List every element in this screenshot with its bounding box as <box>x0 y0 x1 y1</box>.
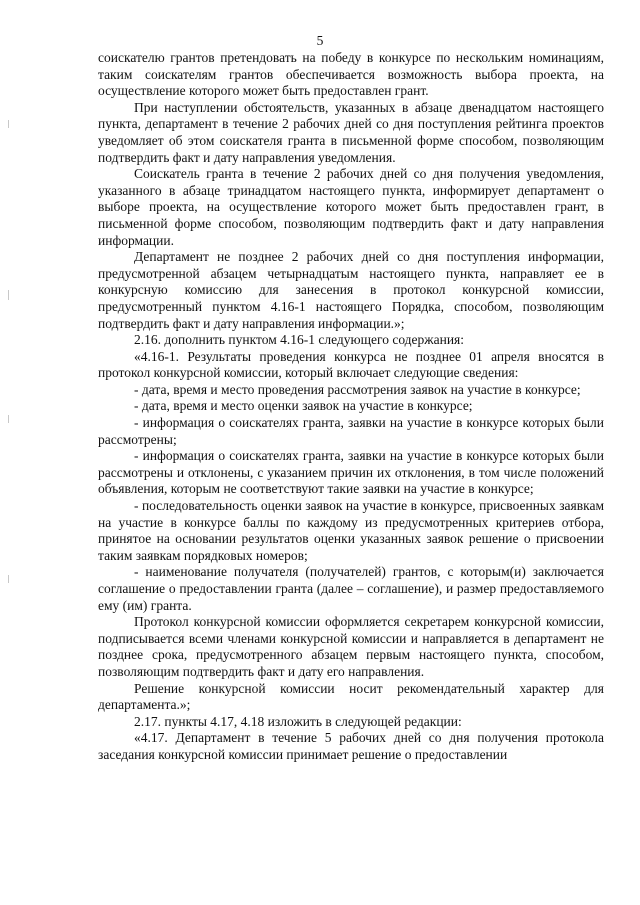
list-item-rejected-applicants: - информация о соискателях гранта, заявки на участие в конкурсе которых были рассмотрены и отклонены, с указанием причин их отклонения, в том числе положений объявления, которым не соответствуют такие заявки на участие в конкурсе; <box>98 448 604 497</box>
paragraph-amendment-2-16: 2.16. дополнить пунктом 4.16-1 следующего содержания: <box>134 332 465 348</box>
paragraph-department-forward: Департамент не позднее 2 рабочих дней со дня поступления информации, предусмотренной абзацем четырнадцатым настоящего пункта, направляет ее в конкурсную комиссию для занесения в протокол конкурсной комиссии, предусмотренный пунктом 4.16-1 настоящего Порядка, способом, позволяющим подтвердить факт и дату направления информации.»; <box>98 249 604 331</box>
list-item-review-date: - дата, время и место проведения рассмотрения заявок на участие в конкурсе; <box>134 381 581 397</box>
paragraph-recommendation: Решение конкурсной комиссии носит рекомендательный характер для департамента.»; <box>98 680 604 713</box>
scan-margin-mark <box>8 120 9 128</box>
list-item-grant-recipients: - наименование получателя (получателей) грантов, с которым(и) заключается соглашение о предоставлении гранта (далее – соглашение), и размер предоставляемого ему (им) гранта. <box>98 564 604 613</box>
list-item-evaluation-sequence: - последовательность оценки заявок на участие в конкурсе, присвоенных заявкам на участие в конкурсе баллы по каждому из предусмотренных критериев отбора, принятое на основании результатов оценки указанных заявок решение о присвоении таким заявкам порядковых номеров; <box>98 498 604 563</box>
scan-margin-mark <box>8 290 9 300</box>
paragraph-item-4-17: «4.17. Департамент в течение 5 рабочих дней со дня получения протокола заседания конкурсной комиссии принимает решение о предоставлении <box>98 730 604 762</box>
paragraph-applicant-choice: Соискатель гранта в течение 2 рабочих дней со дня получения уведомления, указанного в абзаце тринадцатом настоящего пункта, информирует департамент о выборе проекта, на осуществление которого может быть предоставлен грант, в письменной форме способом, позволяющим подтвердить факт и дату направления информации. <box>98 166 604 248</box>
page-number: 5 <box>316 33 324 48</box>
paragraph-protocol-signing: Протокол конкурсной комиссии оформляется секретарем конкурсной комиссии, подписывается всеми членами конкурсной комиссии и направляется в департамент не позднее срока, предусмотренного абзацем первым настоящего пункта, способом, позволяющим подтвердить факт и дату его направления. <box>98 614 604 679</box>
list-item-reviewed-applicants: - информация о соискателях гранта, заявки на участие в конкурсе которых были рассмотрены; <box>98 415 604 447</box>
paragraph-item-4-16-1: «4.16-1. Результаты проведения конкурса не позднее 01 апреля вносятся в протокол конкурсной комиссии, который включает следующие сведения: <box>98 348 604 381</box>
paragraph-continuation: соискателю грантов претендовать на победу в конкурсе по нескольким номинациям, таким соискателям грантов обеспечивается возможность выбора проекта, на осуществление которого может быть предоставлен грант. <box>98 50 604 99</box>
scan-margin-mark <box>8 575 9 583</box>
document-body <box>98 50 604 764</box>
paragraph-amendment-2-17: 2.17. пункты 4.17, 4.18 изложить в следующей редакции: <box>134 713 462 729</box>
paragraph-circumstances: При наступлении обстоятельств, указанных в абзаце двенадцатом настоящего пункта, департамент в течение 2 рабочих дней со дня поступления рейтинга проектов уведомляет об этом соискателя гранта в письменной форме способом, позволяющим подтвердить факт и дату направления уведомления. <box>98 99 604 165</box>
scan-margin-mark <box>8 415 9 423</box>
list-item-evaluation-date: - дата, время и место оценки заявок на участие в конкурсе; <box>134 398 473 414</box>
